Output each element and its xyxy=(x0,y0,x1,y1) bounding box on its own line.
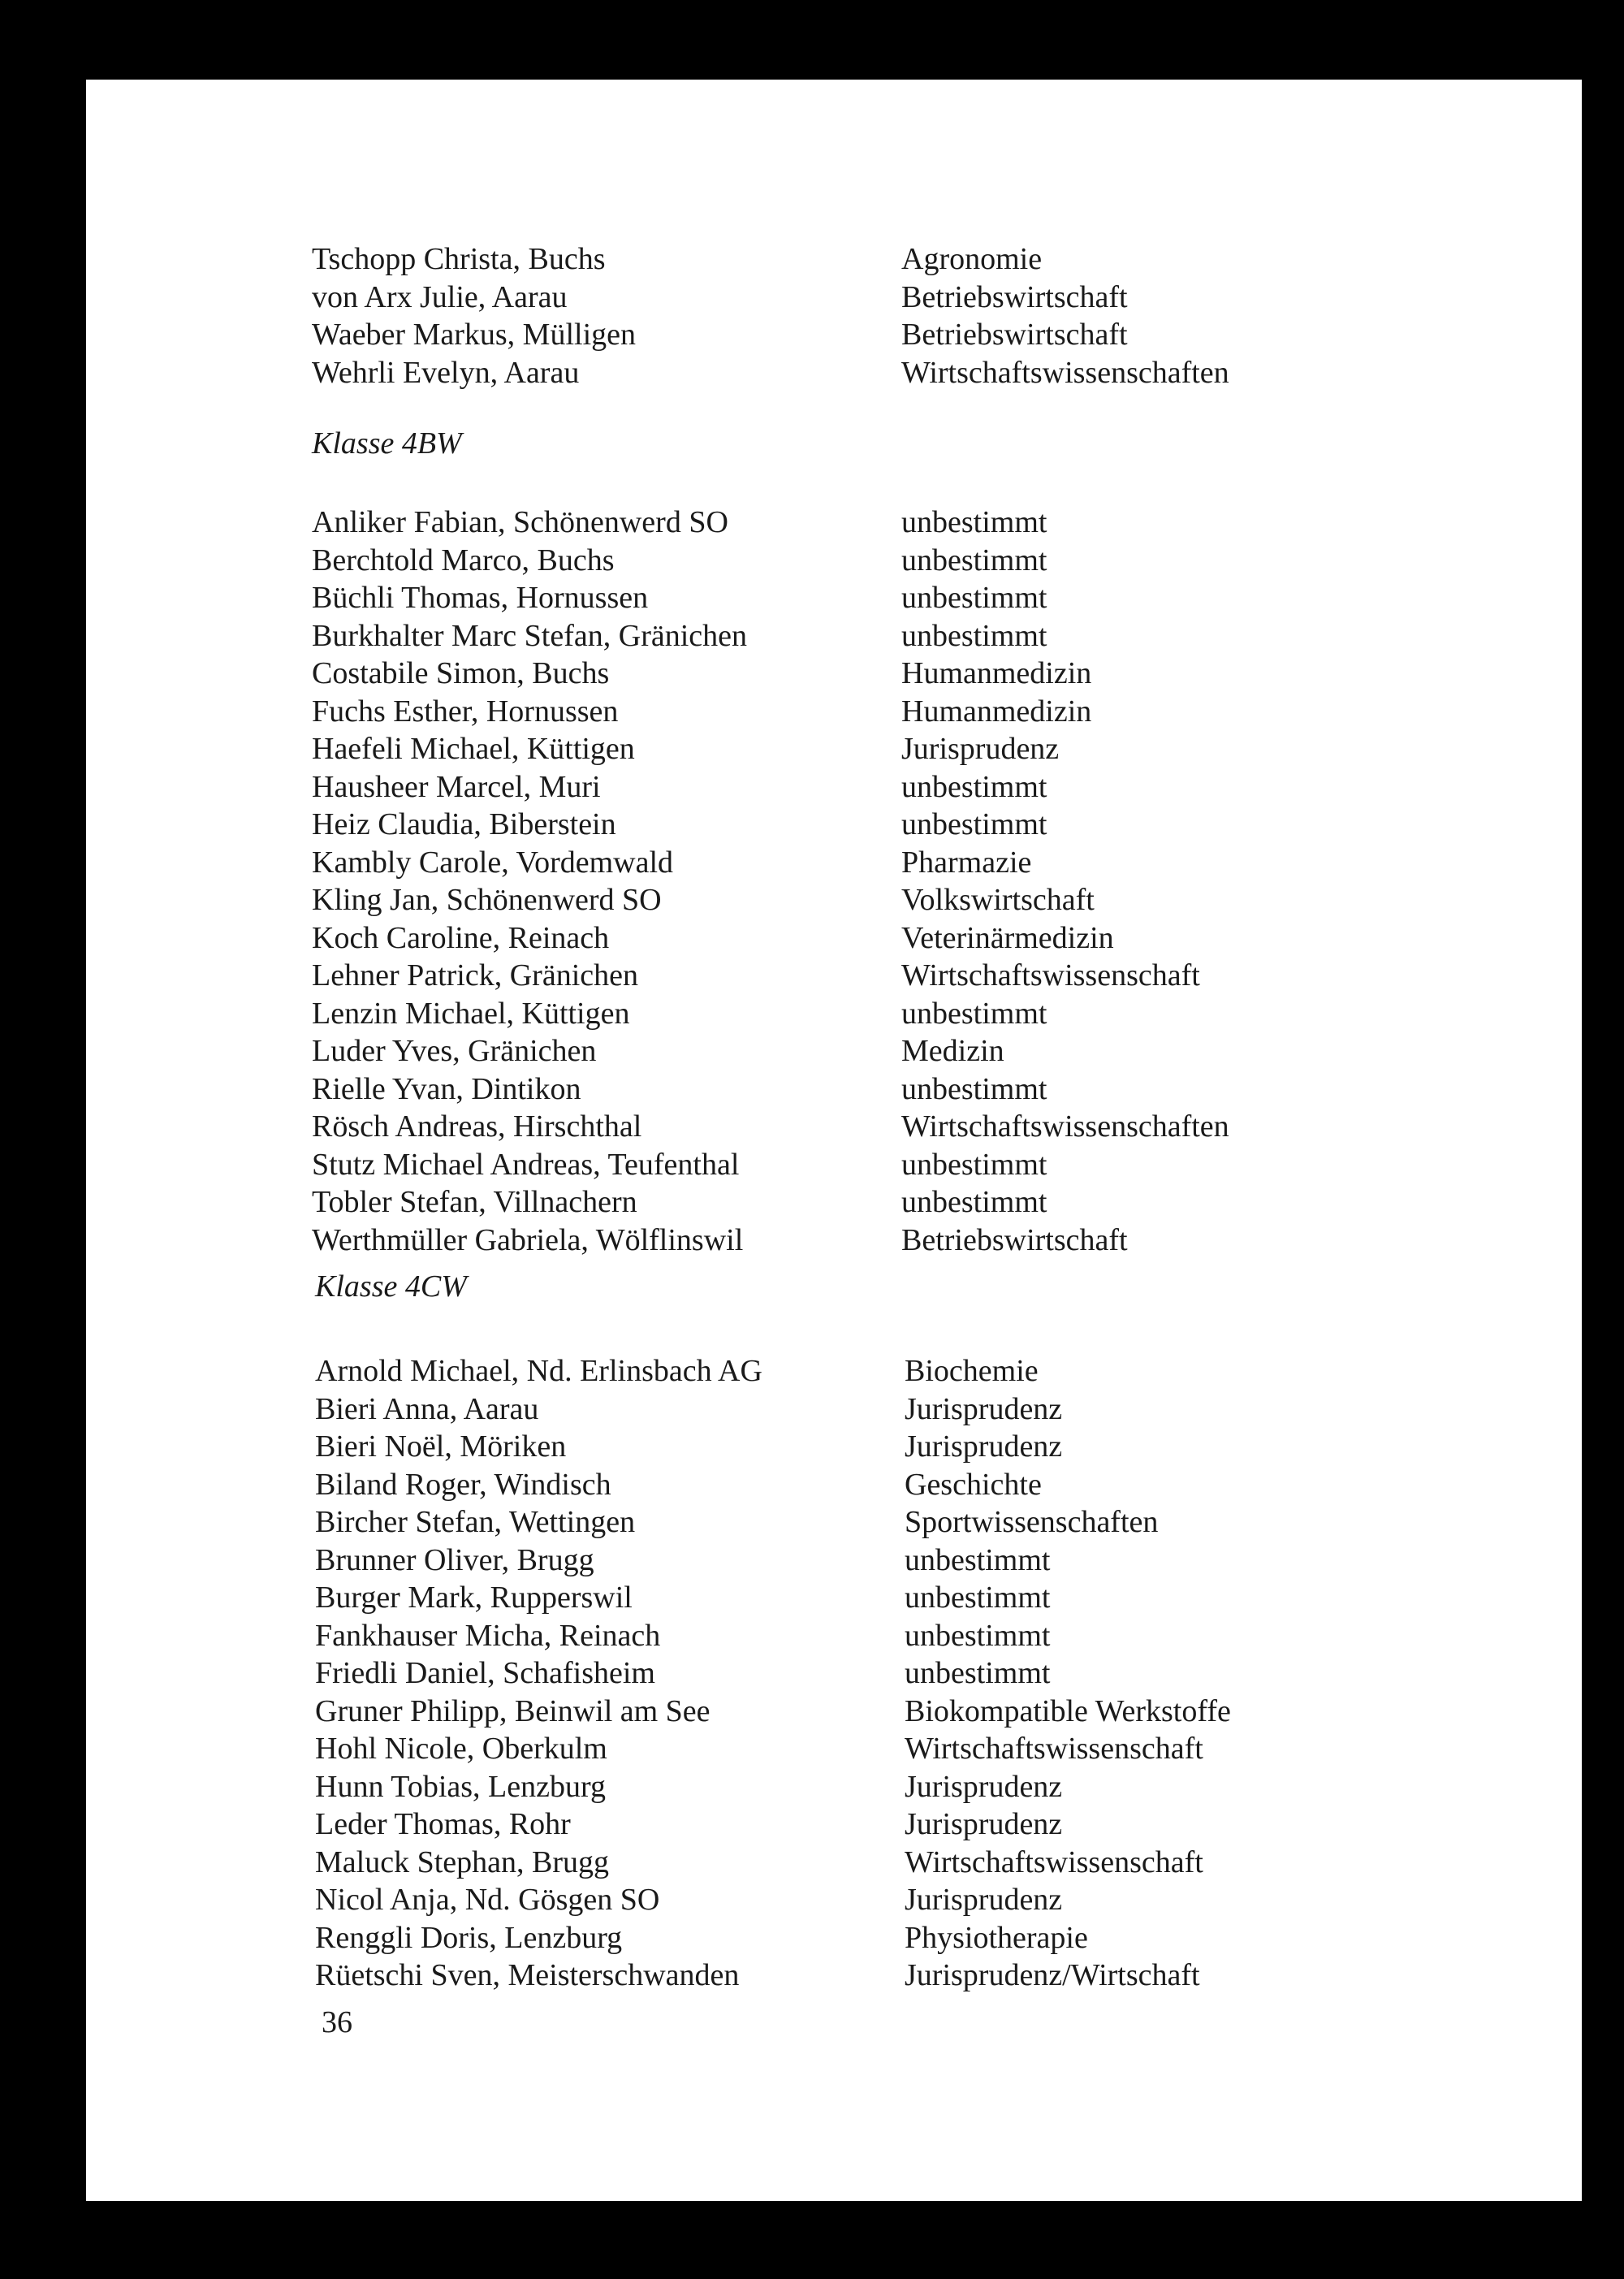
study-field: unbestimmt xyxy=(901,996,1047,1031)
study-field: Medizin xyxy=(901,1034,1004,1068)
list-row xyxy=(312,881,1481,919)
list-row xyxy=(312,655,1481,693)
student-name: Rüetschi Sven, Meisterschwanden xyxy=(315,1958,740,1992)
study-field: unbestimmt xyxy=(901,769,1047,804)
study-field: Biokompatible Werkstoffe xyxy=(905,1693,1231,1728)
list-row xyxy=(312,768,1481,807)
list-row xyxy=(312,693,1481,731)
study-field: Jurisprudenz xyxy=(905,1807,1063,1841)
study-field: Betriebswirtschaft xyxy=(901,318,1128,352)
study-field: Wirtschaftswissenschaft xyxy=(905,1844,1203,1879)
student-name: Rielle Yvan, Dintikon xyxy=(312,1071,581,1106)
list-row xyxy=(312,844,1481,882)
list-row xyxy=(315,1466,1484,1504)
student-name: Heiz Claudia, Biberstein xyxy=(312,807,616,841)
student-name: Bieri Noël, Möriken xyxy=(315,1429,567,1464)
student-name: Wehrli Evelyn, Aarau xyxy=(312,355,580,390)
student-name: Luder Yves, Gränichen xyxy=(312,1034,597,1068)
list-row xyxy=(315,1579,1484,1617)
study-field: Biochemie xyxy=(905,1354,1039,1388)
student-name: Costabile Simon, Buchs xyxy=(312,656,610,690)
student-name: Friedli Daniel, Schafisheim xyxy=(315,1656,655,1690)
study-field: unbestimmt xyxy=(901,618,1047,653)
student-name: Bieri Anna, Aarau xyxy=(315,1391,539,1426)
list-row xyxy=(315,1768,1484,1806)
study-field: Veterinärmedizin xyxy=(901,920,1114,955)
student-name: Maluck Stephan, Brugg xyxy=(315,1844,610,1879)
student-name: Arnold Michael, Nd. Erlinsbach AG xyxy=(315,1354,762,1388)
student-name: Haefeli Michael, Küttigen xyxy=(312,732,635,766)
student-name: Gruner Philipp, Beinwil am See xyxy=(315,1693,710,1728)
list-row xyxy=(315,1730,1484,1768)
student-name: Lenzin Michael, Küttigen xyxy=(312,996,630,1031)
list-row xyxy=(315,1957,1484,1995)
student-name: Stutz Michael Andreas, Teufenthal xyxy=(312,1147,740,1182)
study-field: unbestimmt xyxy=(901,581,1047,615)
student-name: Burger Mark, Rupperswil xyxy=(315,1581,633,1615)
class-4bw-list xyxy=(312,504,1481,1259)
list-row xyxy=(312,504,1481,542)
list-row xyxy=(315,1805,1484,1844)
list-row xyxy=(312,240,1481,279)
student-name: Hohl Nicole, Oberkulm xyxy=(315,1732,607,1766)
page-number: 36 xyxy=(322,2005,352,2039)
study-field: Jurisprudenz/Wirtschaft xyxy=(905,1958,1200,1992)
list-row xyxy=(312,957,1481,995)
study-field: Jurisprudenz xyxy=(905,1883,1063,1917)
list-row xyxy=(315,1617,1484,1655)
intro-list xyxy=(312,240,1481,391)
list-row xyxy=(315,1352,1484,1390)
list-row xyxy=(312,579,1481,617)
student-name: Hunn Tobias, Lenzburg xyxy=(315,1769,606,1804)
student-name: Tschopp Christa, Buchs xyxy=(312,242,606,276)
study-field: Physiotherapie xyxy=(905,1920,1088,1955)
student-name: Renggli Doris, Lenzburg xyxy=(315,1920,623,1955)
list-row xyxy=(312,1108,1481,1146)
list-row xyxy=(315,1390,1484,1429)
list-row xyxy=(312,542,1481,580)
list-row xyxy=(312,1032,1481,1070)
list-row xyxy=(312,995,1481,1033)
student-name: Kambly Carole, Vordemwald xyxy=(312,845,674,880)
study-field: Betriebswirtschaft xyxy=(901,279,1128,314)
study-field: Jurisprudenz xyxy=(905,1769,1063,1804)
list-row xyxy=(312,279,1481,317)
class-4cw-list xyxy=(315,1352,1484,1995)
study-field: Pharmazie xyxy=(901,845,1032,880)
student-name: Berchtold Marco, Buchs xyxy=(312,543,615,577)
section-heading-4bw: Klasse 4BW xyxy=(312,426,462,461)
student-name: Biland Roger, Windisch xyxy=(315,1467,611,1502)
study-field: Jurisprudenz xyxy=(905,1391,1063,1426)
list-row xyxy=(312,1222,1481,1260)
student-name: Rösch Andreas, Hirschthal xyxy=(312,1109,642,1144)
study-field: unbestimmt xyxy=(905,1581,1051,1615)
list-row xyxy=(312,354,1481,392)
section-heading-4cw: Klasse 4CW xyxy=(315,1269,467,1304)
student-name: Bircher Stefan, Wettingen xyxy=(315,1505,636,1539)
student-name: Anliker Fabian, Schönenwerd SO xyxy=(312,505,728,539)
list-row xyxy=(315,1881,1484,1919)
study-field: Humanmedizin xyxy=(901,694,1092,729)
student-name: Werthmüller Gabriela, Wölflinswil xyxy=(312,1222,744,1257)
study-field: Jurisprudenz xyxy=(905,1429,1063,1464)
student-name: Fuchs Esther, Hornussen xyxy=(312,694,619,729)
list-row xyxy=(312,1146,1481,1184)
study-field: Geschichte xyxy=(905,1467,1042,1502)
list-row xyxy=(312,316,1481,354)
study-field: unbestimmt xyxy=(901,543,1047,577)
study-field: Betriebswirtschaft xyxy=(901,1222,1128,1257)
list-row xyxy=(315,1919,1484,1957)
student-name: Brunner Oliver, Brugg xyxy=(315,1542,594,1577)
list-row xyxy=(315,1428,1484,1466)
list-row xyxy=(315,1503,1484,1542)
list-row xyxy=(315,1654,1484,1693)
study-field: Wirtschaftswissenschaft xyxy=(901,958,1200,992)
study-field: unbestimmt xyxy=(901,1071,1047,1106)
student-name: Kling Jan, Schönenwerd SO xyxy=(312,883,662,917)
study-field: unbestimmt xyxy=(905,1618,1051,1653)
student-name: Leder Thomas, Rohr xyxy=(315,1807,571,1841)
study-field: Wirtschaftswissenschaften xyxy=(901,1109,1229,1144)
student-name: Burkhalter Marc Stefan, Gränichen xyxy=(312,618,748,653)
study-field: Humanmedizin xyxy=(901,656,1092,690)
study-field: Agronomie xyxy=(901,242,1043,276)
list-row xyxy=(315,1844,1484,1882)
study-field: Volkswirtschaft xyxy=(901,883,1095,917)
study-field: unbestimmt xyxy=(901,807,1047,841)
study-field: Sportwissenschaften xyxy=(905,1505,1159,1539)
student-name: Hausheer Marcel, Muri xyxy=(312,769,601,804)
student-name: Büchli Thomas, Hornussen xyxy=(312,581,649,615)
study-field: unbestimmt xyxy=(905,1656,1051,1690)
study-field: unbestimmt xyxy=(901,1185,1047,1219)
study-field: unbestimmt xyxy=(901,505,1047,539)
student-name: Fankhauser Micha, Reinach xyxy=(315,1618,661,1653)
list-row xyxy=(312,919,1481,958)
student-name: von Arx Julie, Aarau xyxy=(312,279,568,314)
study-field: unbestimmt xyxy=(901,1147,1047,1182)
study-field: Wirtschaftswissenschaft xyxy=(905,1732,1203,1766)
student-name: Tobler Stefan, Villnachern xyxy=(312,1185,637,1219)
student-name: Waeber Markus, Mülligen xyxy=(312,318,636,352)
student-name: Koch Caroline, Reinach xyxy=(312,920,610,955)
list-row xyxy=(312,806,1481,844)
student-name: Nicol Anja, Nd. Gösgen SO xyxy=(315,1883,660,1917)
study-field: Wirtschaftswissenschaften xyxy=(901,355,1229,390)
study-field: Jurisprudenz xyxy=(901,732,1060,766)
list-row xyxy=(312,617,1481,655)
study-field: unbestimmt xyxy=(905,1542,1051,1577)
list-row xyxy=(312,1070,1481,1109)
document-page xyxy=(86,80,1582,2201)
list-row xyxy=(312,730,1481,768)
student-name: Lehner Patrick, Gränichen xyxy=(312,958,638,992)
list-row xyxy=(312,1183,1481,1222)
list-row xyxy=(315,1693,1484,1731)
list-row xyxy=(315,1542,1484,1580)
